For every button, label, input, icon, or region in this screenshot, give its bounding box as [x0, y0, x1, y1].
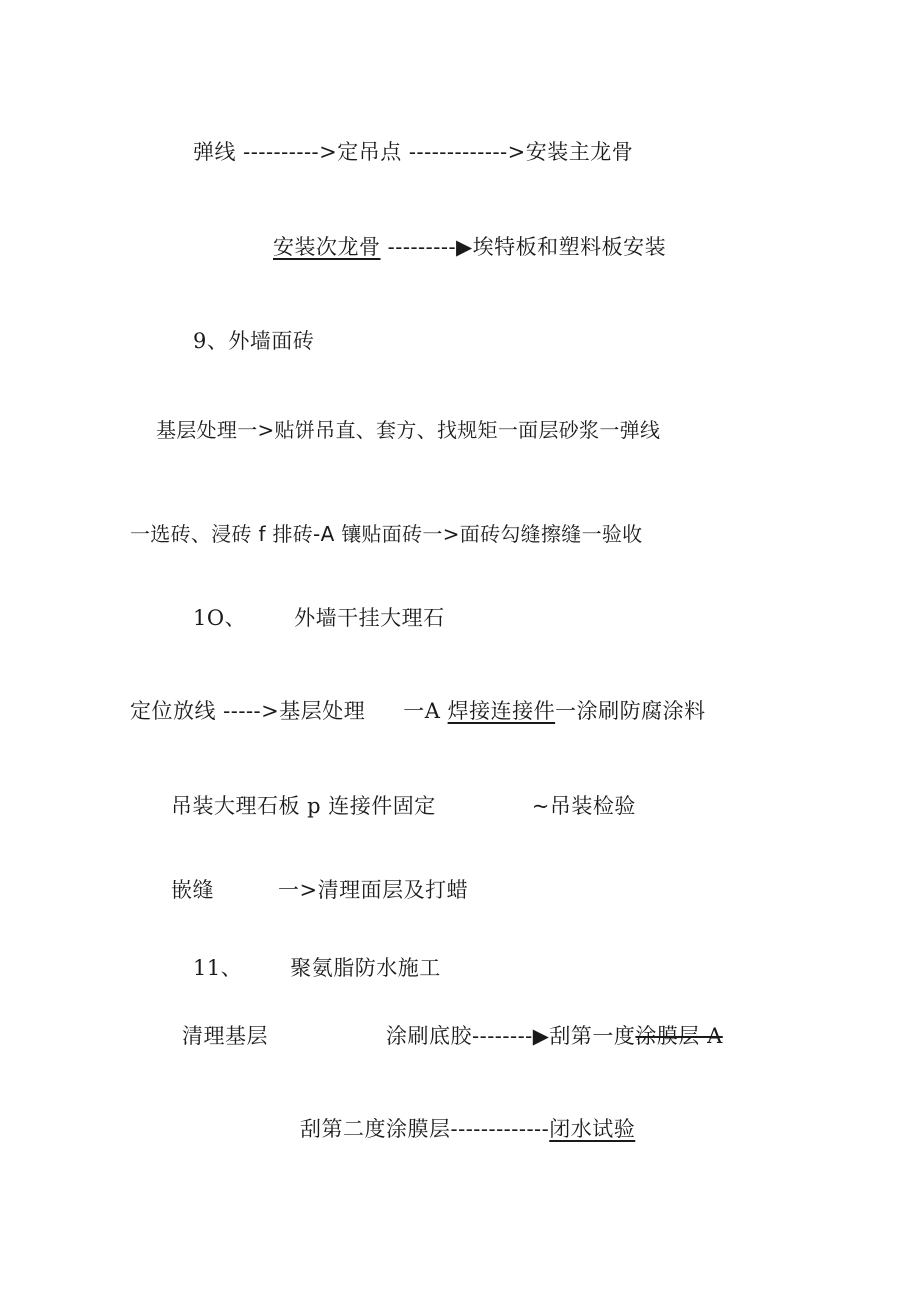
section-heading-10: [193, 605, 445, 631]
heading-text: 聚氨脂防水施工: [290, 956, 441, 980]
flow-text: ---------▶埃特板和塑料板安装: [380, 235, 667, 259]
flow-text: 一涂刷防腐涂料: [555, 699, 706, 723]
flow-text: 刮第二度涂膜层-------------: [300, 1117, 550, 1141]
flow-text: 一>清理面层及打蜡: [278, 878, 469, 902]
flow-text: 嵌缝: [171, 878, 214, 902]
flow-text: 定位放线 ----->基层处理: [130, 699, 366, 723]
heading-number: 11、: [193, 956, 243, 980]
flow-text: 一选砖、浸砖 f 排砖-A 镶贴面砖一>面砖勾缝擦缝一验收: [130, 522, 643, 546]
flow-step-underlined: 安装次龙骨: [273, 235, 381, 259]
flow-text: 基层处理一>贴饼吊直、套方、找规矩一面层砂浆一弹线: [156, 418, 661, 442]
flow-step-underlined: 闭水试验: [549, 1117, 636, 1141]
flow-text: 弹线 ---------->定吊点 ------------->安装主龙骨: [193, 140, 634, 164]
section-heading-9: [193, 328, 314, 354]
flow-line-tile-2: [130, 521, 642, 547]
flow-line-marble-1: [130, 698, 706, 724]
heading-number: 1O、: [193, 606, 247, 630]
flow-text: 一A: [403, 699, 448, 723]
flow-line-ceiling-1: [193, 139, 633, 165]
heading-text: 9、外墙面砖: [193, 329, 315, 353]
flow-line-ceiling-2: [273, 234, 666, 260]
flow-text: 清理基层: [182, 1024, 268, 1048]
flow-text: 吊装大理石板 p 连接件固定: [171, 794, 436, 818]
flow-line-waterproof-2: [300, 1116, 635, 1142]
flow-line-marble-3: [171, 877, 468, 903]
flow-text: ~吊装检验: [531, 794, 636, 818]
flow-text: 涂刷底胶--------▶刮第一度: [386, 1024, 636, 1048]
flow-step-struck: 涂膜层 A: [635, 1024, 723, 1048]
section-heading-11: [193, 955, 441, 981]
flow-line-marble-2: [171, 793, 636, 819]
flow-step-underlined: 焊接连接件: [447, 699, 556, 723]
flow-line-tile-1: [156, 417, 660, 443]
flow-line-waterproof-1: [182, 1023, 723, 1049]
heading-text: 外墙干挂大理石: [294, 606, 445, 630]
